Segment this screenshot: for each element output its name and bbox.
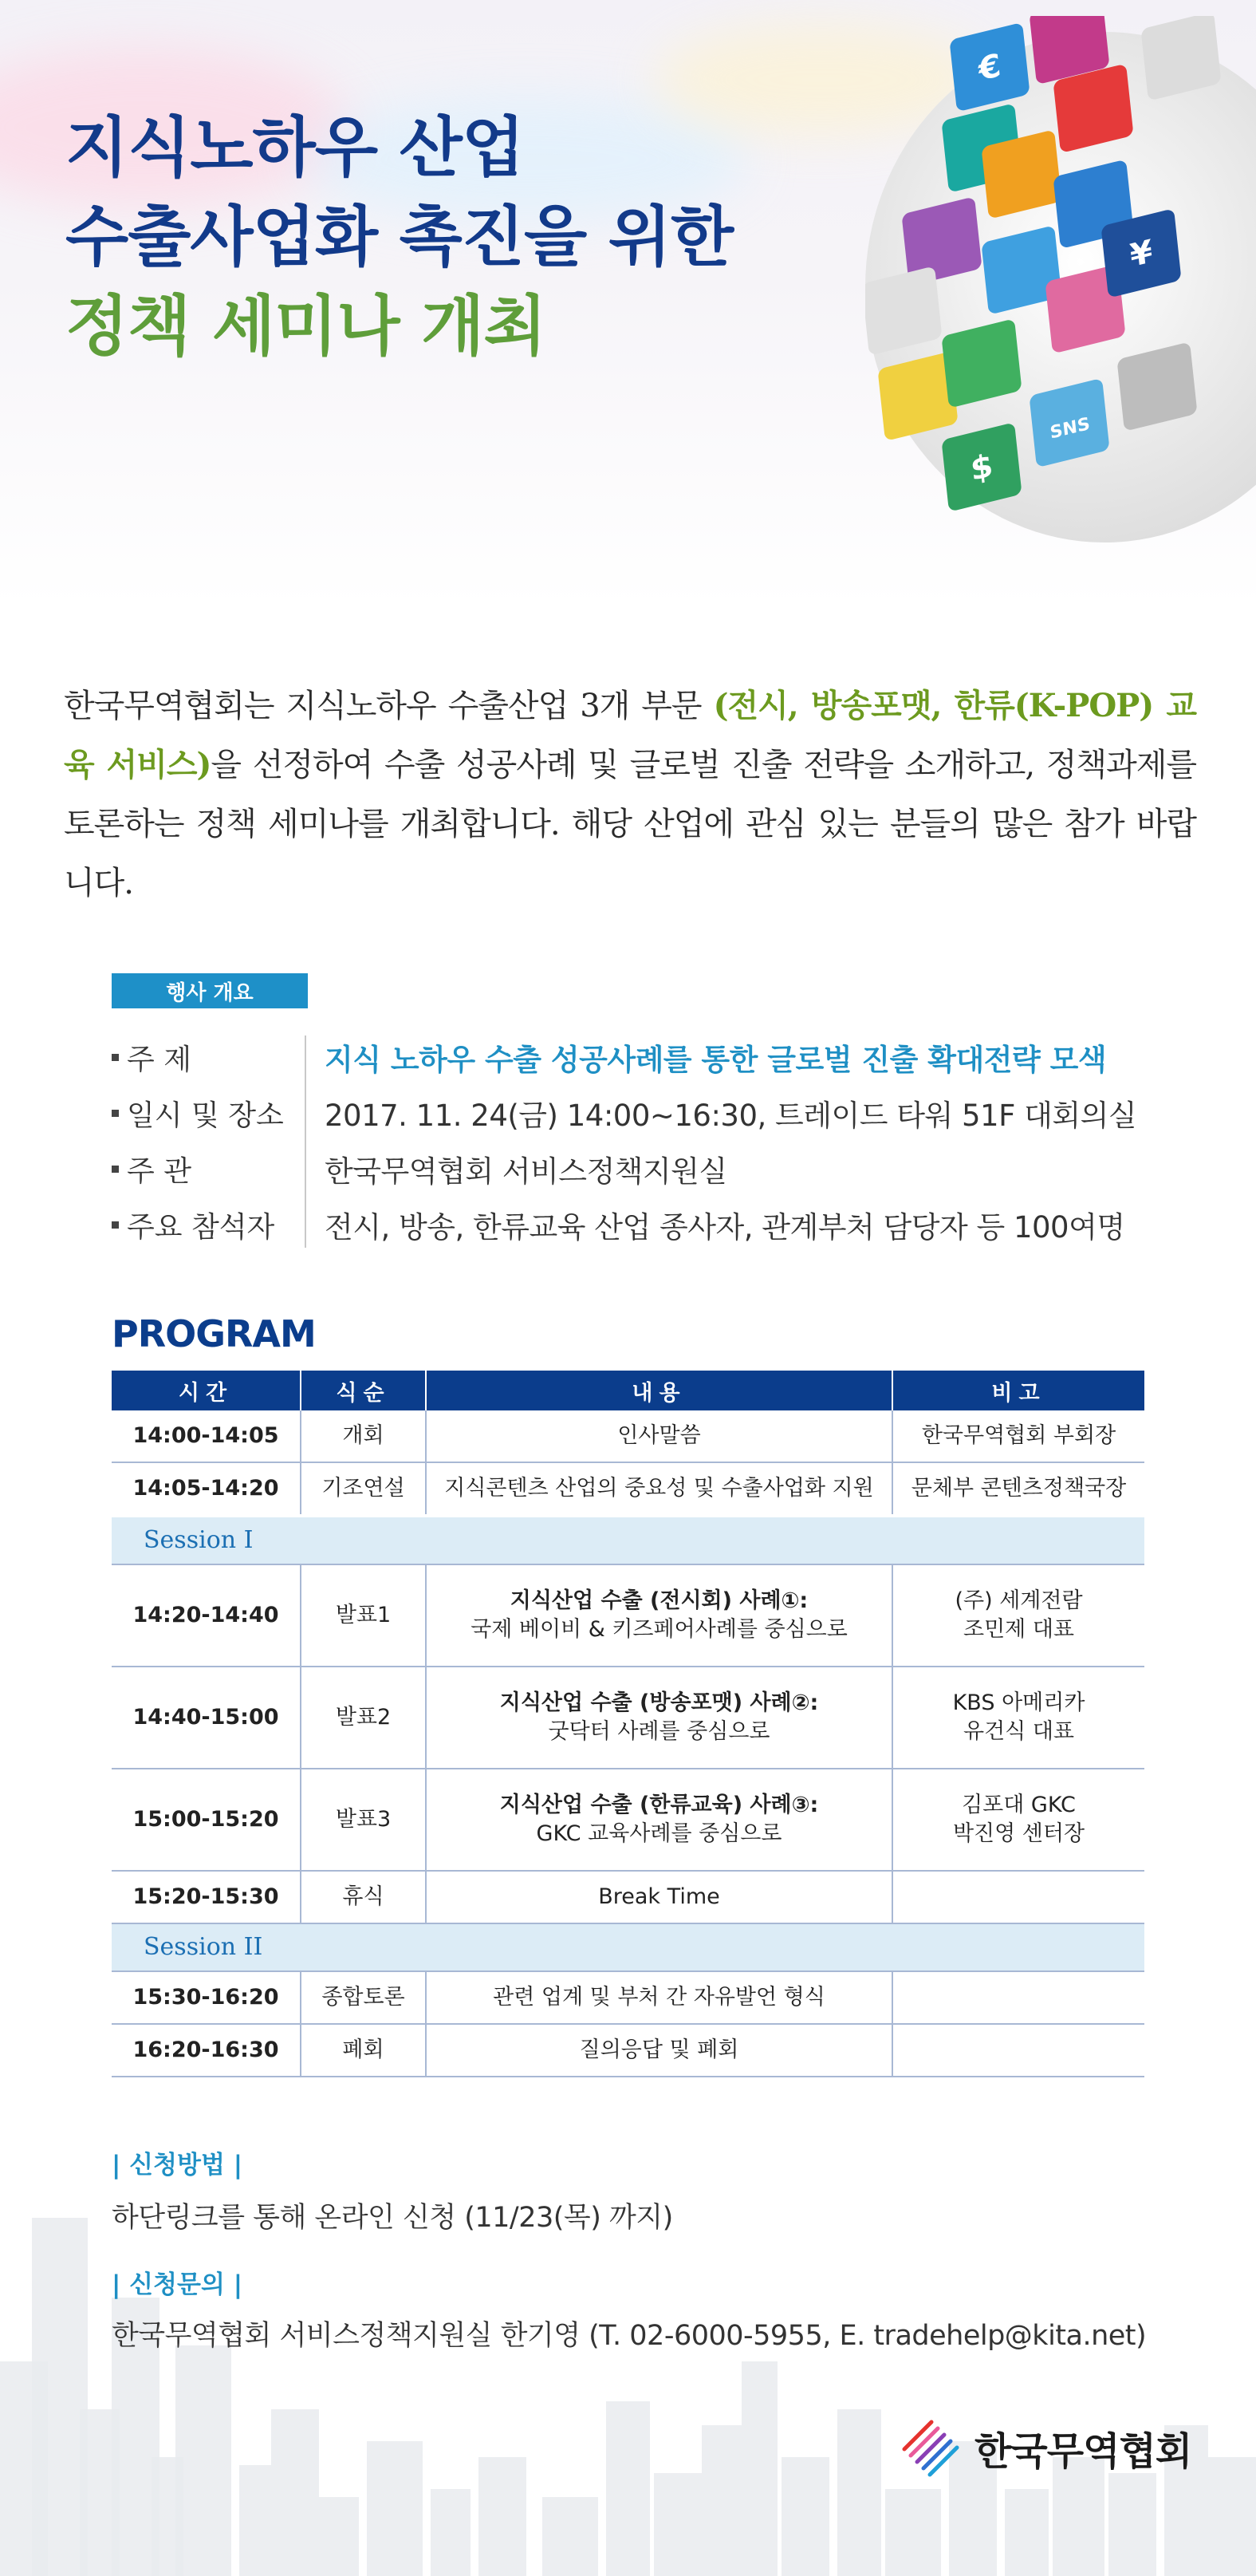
table-row — [112, 1971, 1144, 2024]
cell-content: 인사말씀 — [426, 1410, 892, 1462]
table-header-row — [112, 1371, 1144, 1410]
building-silhouette — [175, 2345, 231, 2576]
session-label: Session II — [112, 1923, 1144, 1971]
overview-row-topic — [112, 1029, 1106, 1085]
overview-value: 한국무역협회 서비스정책지원실 — [325, 1154, 727, 1189]
content-sub: 굿닥터 사례를 중심으로 — [548, 1719, 770, 1744]
kita-logo — [900, 2417, 1191, 2478]
building-silhouette — [654, 2473, 702, 2576]
content-sub: GKC 교육사례를 중심으로 — [536, 1821, 782, 1846]
building-silhouette — [837, 2409, 881, 2576]
overview-row-attendees — [112, 1197, 1125, 1252]
intro-text: 을 선정하여 수출 성공사례 및 글로벌 진출 전략을 소개하고, 정책과제를 토론하는 정책 세미나를 개최합니다. 해당 산업에 관심 있는 분들의 많은 참가 바랍니다. — [64, 747, 1196, 901]
table-row — [112, 1564, 1144, 1667]
title-line-2: 수출사업화 촉진을 위한 — [65, 199, 734, 275]
app-cube-sphere — [865, 16, 1256, 590]
overview-value: 전시, 방송, 한류교육 산업 종사자, 관계부처 담당자 등 100여명 — [325, 1210, 1125, 1245]
table-row — [112, 1871, 1144, 1923]
table-row — [112, 1769, 1144, 1871]
building-silhouette — [885, 2489, 941, 2576]
building-silhouette — [319, 2497, 359, 2576]
cell-time: 15:30-16:20 — [112, 1971, 301, 2024]
kita-logo-text: 한국무역협회 — [974, 2428, 1192, 2474]
cell-content: Break Time — [426, 1871, 892, 1923]
session-label: Session I — [112, 1516, 1144, 1564]
soundwave-graphic — [40, 359, 957, 590]
kita-logo-icon — [900, 2417, 963, 2478]
note-line: 조민제 대표 — [963, 1617, 1074, 1642]
cell-time: 14:05-14:20 — [112, 1462, 301, 1516]
cell-content: 지식콘텐츠 산업의 중요성 및 수출사업화 지원 — [426, 1462, 892, 1516]
bullet-square-icon — [112, 1221, 119, 1229]
cell-order: 종합토론 — [301, 1971, 426, 2024]
content-sub: 국제 베이비 & 키즈페어사례를 중심으로 — [471, 1617, 848, 1642]
cell-content — [426, 1667, 892, 1769]
title-line-3: 정책 세미나 개최 — [65, 289, 546, 365]
cell-content — [426, 1769, 892, 1871]
building-silhouette — [742, 2361, 778, 2576]
intro-paragraph — [64, 677, 1196, 913]
cell-content: 질의응답 및 폐회 — [426, 2024, 892, 2077]
cell-order: 개회 — [301, 1410, 426, 1462]
contact-body: 한국무역협회 서비스정책지원실 한기영 (T. 02-6000-5955, E. tradehelp@kita.net) — [112, 2320, 1147, 2352]
building-silhouette — [1005, 2489, 1049, 2576]
column-header-time: 시간 — [112, 1371, 301, 1410]
cell-note — [892, 1769, 1144, 1871]
building-silhouette — [478, 2457, 526, 2576]
cell-content: 관련 업계 및 부처 간 자유발언 형식 — [426, 1971, 892, 2024]
note-line: KBS 아메리카 — [952, 1690, 1085, 1715]
contact-heading: | 신청문의 | — [112, 2270, 243, 2299]
note-line: 유건식 대표 — [963, 1719, 1074, 1744]
cell-order: 휴식 — [301, 1871, 426, 1923]
cell-time: 16:20-16:30 — [112, 2024, 301, 2077]
cell-content — [426, 1564, 892, 1667]
overview-row-datetime — [112, 1085, 1136, 1141]
cell-time: 14:00-14:05 — [112, 1410, 301, 1462]
cell-order: 발표3 — [301, 1769, 426, 1871]
cell-note — [892, 1667, 1144, 1769]
overview-label-text: 일시 및 장소 — [127, 1099, 284, 1132]
cell-note — [892, 1564, 1144, 1667]
session-row — [112, 1516, 1144, 1564]
cell-time: 15:00-15:20 — [112, 1769, 301, 1871]
overview-label — [112, 1205, 299, 1245]
svg-text:$: $ — [968, 447, 995, 489]
table-row — [112, 1667, 1144, 1769]
building-silhouette — [606, 2401, 650, 2576]
cell-note: 문체부 콘텐츠정책국장 — [892, 1462, 1144, 1516]
table-row — [112, 2024, 1144, 2077]
overview-label — [112, 1037, 299, 1078]
building-silhouette — [782, 2457, 829, 2576]
svg-text:¥: ¥ — [1128, 233, 1155, 275]
overview-value: 2017. 11. 24(금) 14:00~16:30, 트레이드 타워 51F 대회의실 — [325, 1099, 1137, 1133]
note-line: 김포대 GKC — [962, 1793, 1076, 1817]
overview-value: 지식 노하우 수출 성공사례를 통한 글로벌 진출 확대전략 모색 — [325, 1043, 1107, 1077]
hero-banner — [0, 0, 1256, 606]
overview-label — [112, 1093, 299, 1134]
cell-order: 발표1 — [301, 1564, 426, 1667]
cell-order: 폐회 — [301, 2024, 426, 2077]
title-line-1: 지식노하우 산업 — [65, 110, 525, 186]
building-silhouette — [431, 2489, 471, 2576]
building-silhouette — [271, 2409, 319, 2576]
apply-heading: | 신청방법 | — [112, 2151, 243, 2180]
cell-note — [892, 1971, 1144, 2024]
overview-badge: 행사 개요 — [112, 973, 308, 1008]
overview-label-text: 주 관 — [127, 1154, 191, 1188]
table-row — [112, 1410, 1144, 1462]
table-row — [112, 1462, 1144, 1516]
building-silhouette — [1108, 2473, 1156, 2576]
cell-note — [892, 1871, 1144, 1923]
bullet-square-icon — [112, 1054, 119, 1061]
cell-note — [892, 2024, 1144, 2077]
content-title: 지식산업 수출 (한류교육) 사례③: — [499, 1793, 819, 1817]
cell-time: 14:20-14:40 — [112, 1564, 301, 1667]
cell-time: 14:40-15:00 — [112, 1667, 301, 1769]
session-row — [112, 1923, 1144, 1971]
svg-text:€: € — [976, 47, 1003, 89]
note-line: 박진영 센터장 — [952, 1821, 1085, 1846]
bullet-square-icon — [112, 1166, 119, 1173]
overview-label — [112, 1149, 299, 1189]
note-line: (주) 세계전람 — [955, 1588, 1083, 1613]
column-header-content: 내용 — [426, 1371, 892, 1410]
content-title: 지식산업 수출 (방송포맷) 사례②: — [499, 1690, 819, 1715]
cell-order: 발표2 — [301, 1667, 426, 1769]
intro-text: 한국무역협회는 지식노하우 수출산업 3개 부문 — [64, 688, 714, 724]
building-silhouette — [367, 2441, 423, 2576]
cell-note: 한국무역협회 부회장 — [892, 1410, 1144, 1462]
building-silhouette — [542, 2497, 598, 2576]
overview-row-host — [112, 1141, 727, 1197]
cell-order: 기조연설 — [301, 1462, 426, 1516]
content-title: 지식산업 수출 (전시회) 사례①: — [510, 1588, 809, 1613]
column-header-note: 비고 — [892, 1371, 1144, 1410]
building-silhouette — [702, 2425, 742, 2576]
svg-text:SNS: SNS — [1049, 413, 1091, 444]
program-table — [112, 1371, 1144, 2077]
cell-time: 15:20-15:30 — [112, 1871, 301, 1923]
building-silhouette — [32, 2218, 88, 2576]
apply-body: 하단링크를 통해 온라인 신청 (11/23(목) 까지) — [112, 2202, 673, 2234]
column-header-order: 식순 — [301, 1371, 426, 1410]
bullet-square-icon — [112, 1110, 119, 1117]
intro-highlight: (전시, 방송포맷, 한류(K-POP) 교육 서비스) — [64, 687, 1197, 783]
building-silhouette — [239, 2465, 271, 2576]
overview-label-text: 주요 참석자 — [127, 1210, 275, 1244]
overview-label-text: 주 제 — [127, 1043, 191, 1076]
program-title: PROGRAM — [112, 1312, 316, 1355]
building-silhouette — [1208, 2457, 1256, 2576]
